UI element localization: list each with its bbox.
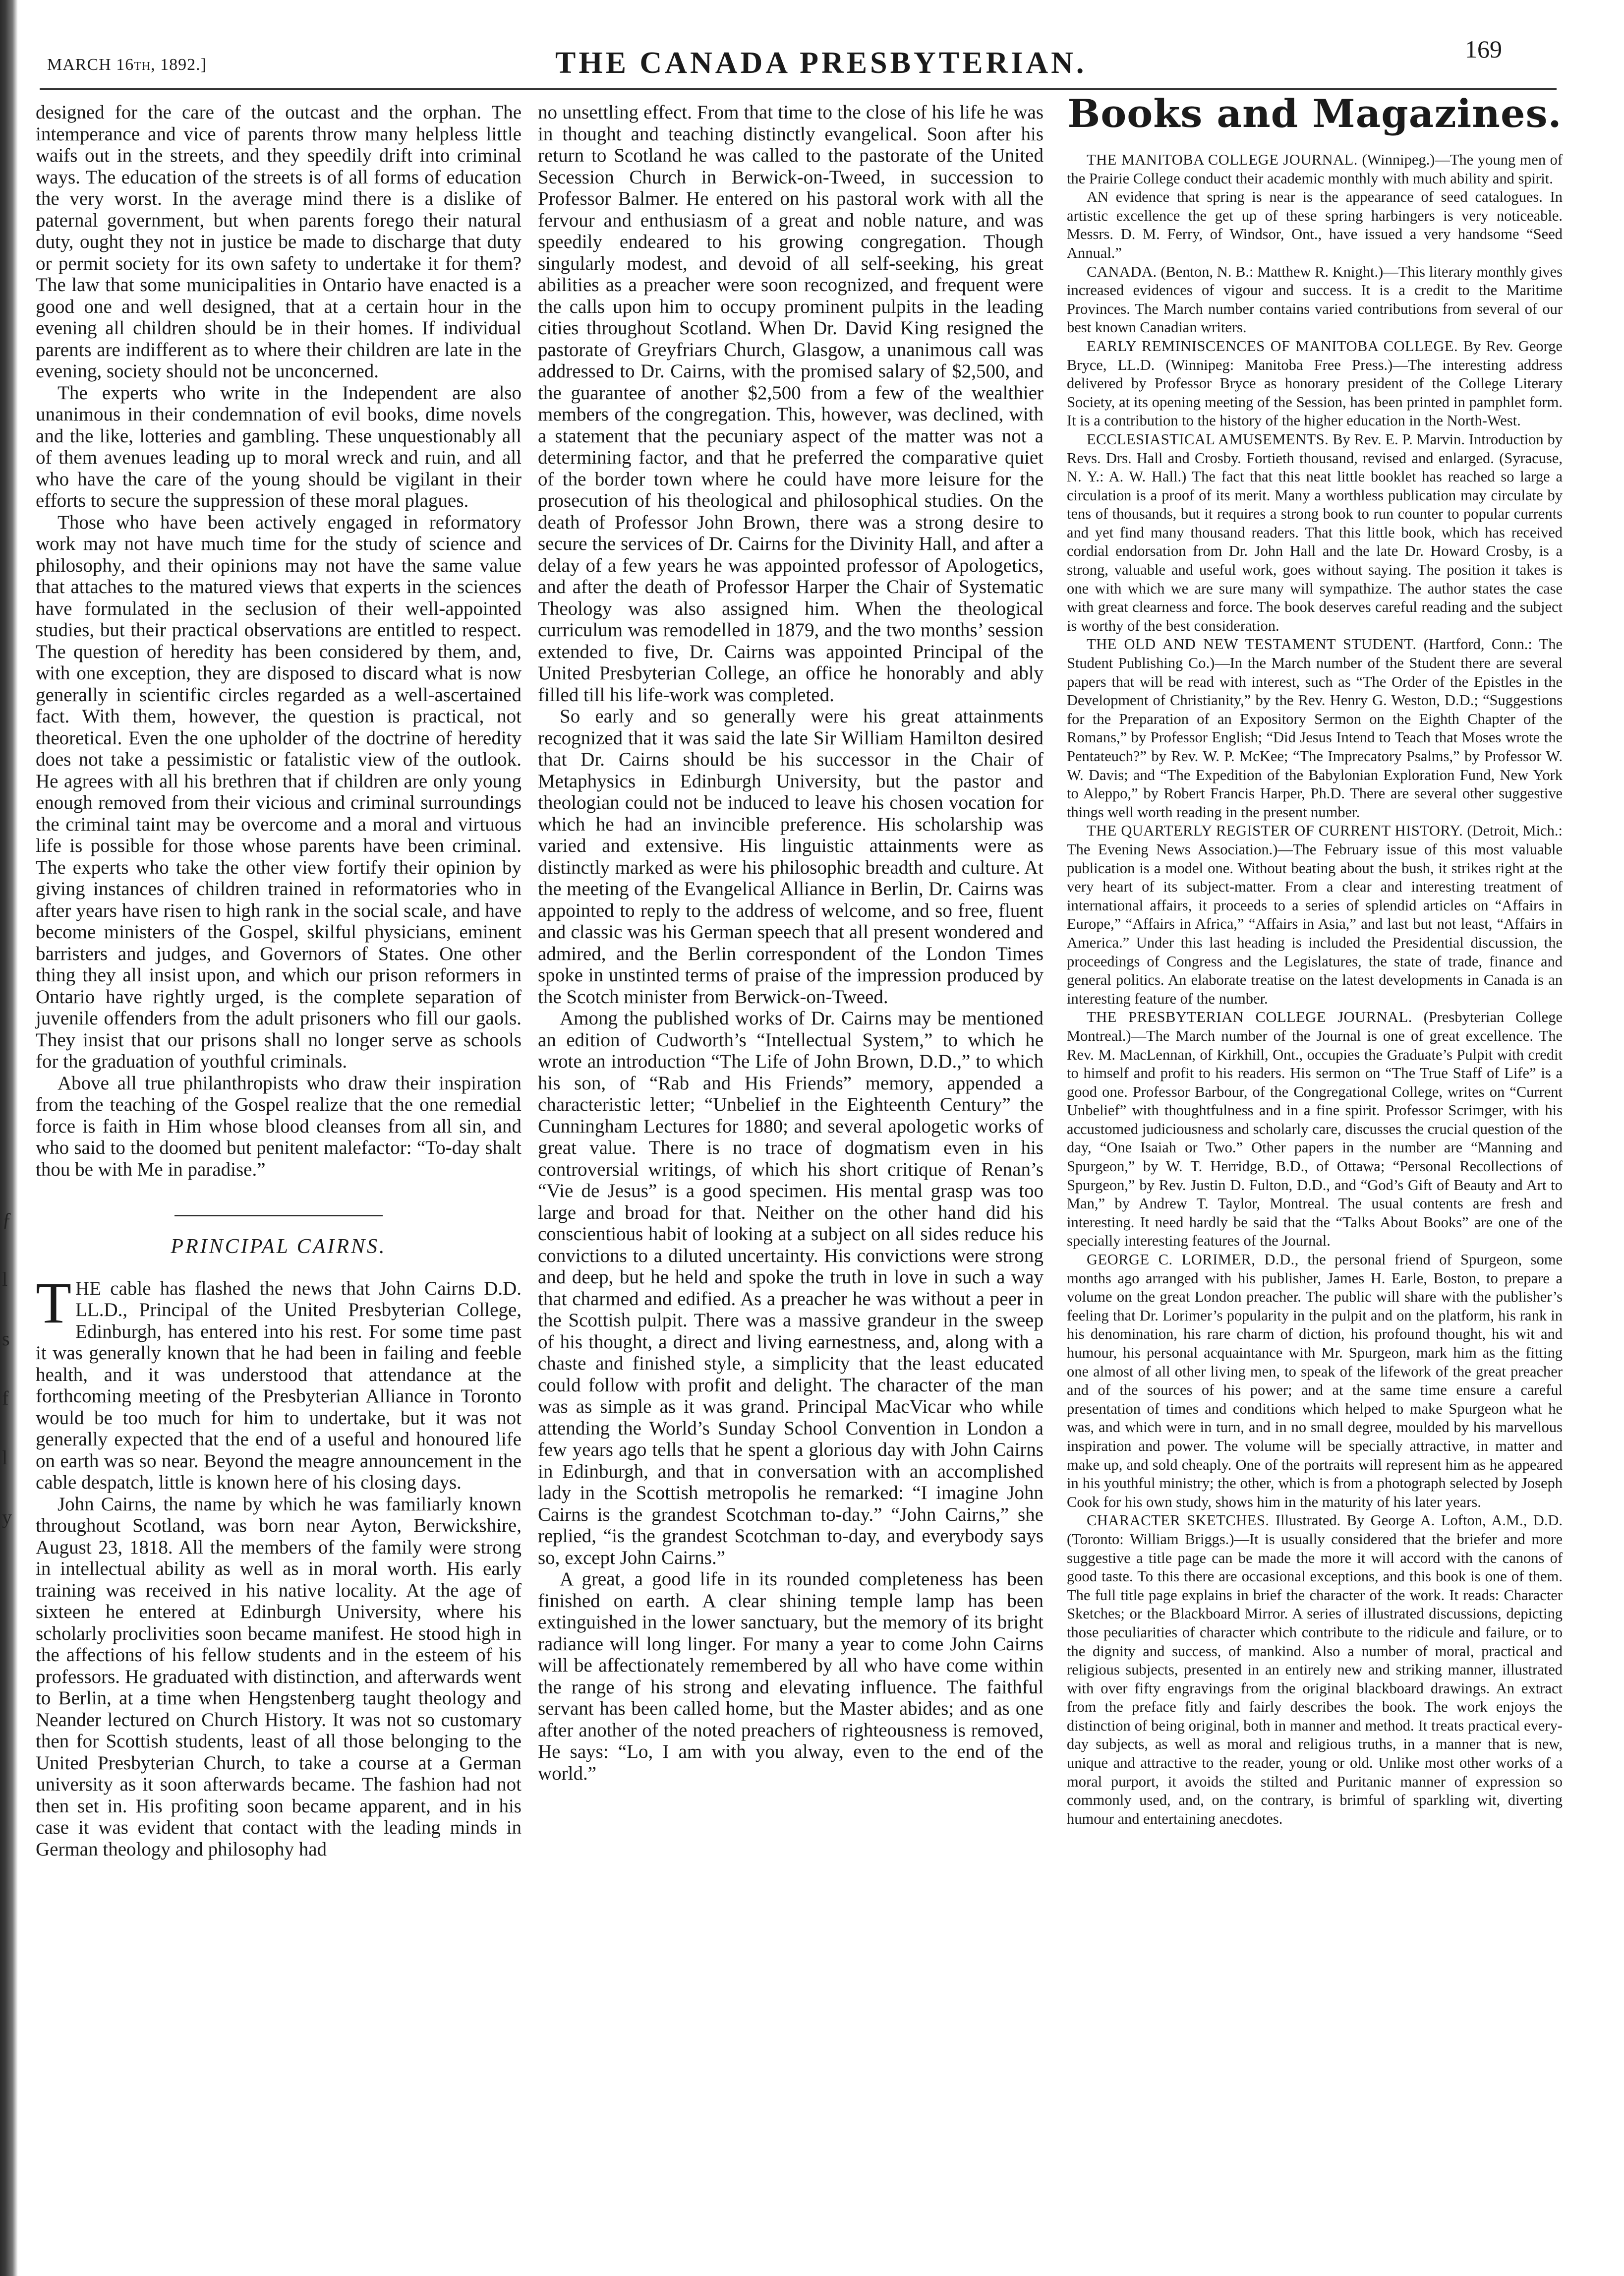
paragraph: Among the published works of Dr. Cairns may be mentioned an edition of Cudworth’s “Intellectual System,” to which he wrote an introduction “The Life of John Brown, D.D.,” to which his son, of “Rab and His Friends” memory, appended a characteristic letter; “Unbelief in the Eighteenth Century” the Cunningham Lectures for 1880; and several apologetic works of great value. There is no trace of dogmatism even in his controversial writings, of which his short critique of Renan’s “Vie de Jesus” is a good specimen. His mental grasp was too large and broad for that. Neither on the other hand did his conscientious habit of looking at a subject on all sides reduce his convictions to a diluted uncertainty. His convictions were strong and deep, but he held and spoke the truth in love in such a way that charmed and edified. As a preacher he was without a peer in the Scottish pulpit. There was a massive grandeur in the sweep of his thought, a direct and living earnestness, and, along with a chaste and finished style, a simplicity that the least educated could follow with profit and delight. The character of the man was as simple as it was grand. Principal MacVicar who while attending the World’s Sunday School Convention in London a few years ago tells that he spent a glorious day with John Cairns in Edinburgh, and that in conversation with an accomplished lady in the Scottish metropolis he remarked: “I imagine John Cairns is the grandest Scotchman to-day.” “John Cairns,” she replied, “is the grandest Scotchman to-day, and everybody says so, except John Cairns.” xyxy=(538,1008,1044,1568)
paragraph: no unsettling effect. From that time to the close of his life he was in thought and teaching distinctly evangelical. Soon after his return to Scotland he was called to the pastorate of the United Secession Church in Berwick-on-Tweed, in succession to Professor Balmer. He entered on his pastoral work with all the fervour and enthusiasm of a great and noble nature, and was speedily endeared to his growing congregation. Though singularly modest, and devoid of all self-seeking, his great abilities as a preacher were soon recognized, and frequent were the calls upon him to occupy prominent pulpits in the leading cities throughout Scotland. When Dr. David King resigned the pastorate of Greyfriars Church, Glasgow, a unanimous call was addressed to Dr. Cairns, with the promised salary of $2,500, and the guarantee of another $2,500 from a few of the wealthier members of the congregation. This, however, was declined, with a statement that the pecuniary aspect of the matter was not a determining factor, and that he preferred the comparative quiet of the border town where he could have more leisure for the prosecution of his theological and philosophical studies. On the death of Professor John Brown, there was a strong desire to secure the services of Dr. Cairns for the Divinity Hall, and after a delay of a few years he was appointed professor of Apologetics, and after the death of Professor Harper the Chair of Systematic Theology was also assigned him. When the theological curriculum was remodelled in 1879, and the two months’ session extended to five, Dr. Cairns was appointed Principal of the United Presbyterian College, an office he honorably and ably filled till his life-work was completed. xyxy=(538,102,1044,706)
review-entry xyxy=(1067,151,1563,188)
section-first-paragraph xyxy=(36,1270,522,1494)
column-1 xyxy=(36,102,522,1860)
review-entry xyxy=(1067,1008,1563,1251)
review-entry xyxy=(1067,188,1563,262)
paragraph: A great, a good life in its rounded completeness has been finished on earth. A clear shining temple lamp has been extinguished in the lower sanctuary, but the memory of its bright radiance will long linger. For many a year to come John Cairns will be affectionately remembered by all who have come within the range of his strong and elevating influence. The faithful servant has been called home, but the Master abides; and as one after another of the noted preachers of righteousness is removed, He says: “Lo, I am with you alway, even to the end of the world.” xyxy=(538,1568,1044,1784)
paragraph: John Cairns, the name by which he was familiarly known throughout Scotland, was born near Ayton, Berwickshire, August 23, 1818. All the members of the family were strong in intellectual ability as well as in moral worth. His early training was received in his native locality. At the age of sixteen he entered at Edinburgh University, where his scholarly proclivities soon became manifest. He stood high in the affections of his fellow students and in the esteem of his professors. He graduated with distinction, and afterwards went to Berlin, at a time when Hengstenberg taught theology and Neander lectured on Church History. It was not so customary then for Scottish students, least of all those belonging to the United Presbyterian Church, to take a course at a German university as it soon afterwards became. The fashion had not then set in. His profiting soon became apparent, and in his case it was evident that contact with the leading minds in German theology and philosophy had xyxy=(36,1493,522,1860)
paragraph: The experts who write in the Independent are also unanimous in their condemnation of evil books, dime novels and the like, lotteries and gambling. These unquestionably all of them avenues leading up to moral wreck and ruin, and all who have the care of the young should be vigilant in their efforts to secure the suppression of these moral plagues. xyxy=(36,382,522,511)
review-entry xyxy=(1067,1511,1563,1828)
scan-binding-edge xyxy=(0,0,18,2276)
review-text: (Winnipeg.)—The young men of the Prairie College conduct their academic monthly with much ability and spirit. xyxy=(1067,151,1563,187)
paragraph: Above all true philanthropists who draw their inspiration from the teaching of the Gospel realize that the one remedial force is faith in Him whose blood cleanses from all sin, and who said to the doomed but penitent malefactor: “To-day shalt thou be with Me in paradise.” xyxy=(36,1072,522,1180)
margin-fragments: ƒ l s f l y xyxy=(2,1208,12,1528)
review-heading: THE PRESBYTERIAN COLLEGE JOURNAL. xyxy=(1087,1009,1412,1026)
review-heading: CHARACTER SKETCHES. xyxy=(1087,1512,1270,1529)
review-heading: ECCLESIASTICAL AMUSEMENTS. xyxy=(1087,430,1329,448)
paragraph: Those who have been actively engaged in reformatory work may not have much time for the study of science and philosophy, and their opinions may not have the same value that attaches to the matured views that experts in the sciences have formulated in the seclusion of their well-appointed studies, but their practical observations are entitled to respect. The question of heredity has been considered by them, and, with one exception, they are disposed to discard what is now generally in scientific circles regarded as a well-ascertained fact. With them, however, the question is practical, not theoretical. Even the one upholder of the doctrine of heredity does not take a pessimistic or fatalistic view of the outlook. He agrees with all his brethren that if children are only young enough removed from their vicious and criminal surroundings the criminal taint may be overcome and a moral and virtuous life is possible for those whose parents have been criminal. The experts who take the other view fortify their opinion by giving instances of children trained in reformatories who in after years have risen to high rank in the social scale, and have become ministers of the Gospel, skilful physicians, eminent barristers and judges, and Governors of States. One other thing they all insist upon, and which our prison reformers in Ontario have rightly urged, is the complete separation of juvenile offenders from the adult prisoners who fill our gaols. They insist that our prisons shall no longer serve as schools for the graduation of youthful criminals. xyxy=(36,511,522,1072)
page-number: 169 xyxy=(1465,35,1502,63)
review-entry xyxy=(1067,337,1563,430)
review-entry xyxy=(1067,430,1563,636)
review-heading: CANADA. xyxy=(1087,263,1157,280)
newspaper-title: THE CANADA PRESBYTERIAN. xyxy=(555,46,1087,80)
review-text: (Hartford, Conn.: The Student Publishing Co.)—In the March number of the Student there are several papers that will be read with interest, such as “The Order of the Epistles in the Development of Christianity,” by the Rev. Henry G. Weston, D.D.; “Suggestions for the Preparation of an Expository Sermon on the Eighth Chapter of the Romans,” by Professor English; “Did Jesus Intend to Teach that Moses wrote the Pentateuch?” by Rev. W. P. McKee; “The Imprecatory Psalms,” by Professor W. W. Davis; and “The Expedition of the Babylonian Exploration Fund, New York to Aleppo,” by Robert Francis Harper, Ph.D. There are several other suggestive things well worth reading in the present number. xyxy=(1067,636,1563,821)
review-entry xyxy=(1067,822,1563,1008)
column-2 xyxy=(538,102,1044,1784)
review-entry xyxy=(1067,1251,1563,1511)
review-heading: THE QUARTERLY REGISTER OF CURRENT HISTORY. xyxy=(1087,822,1463,839)
paragraph-text: HE cable has flashed the news that John Cairns D.D. LL.D., Principal of the United Presbyterian College, Edinburgh, has entered into his rest. For some time past it was generally known that he had been in failing and feeble health, and it was understood that attendance at the forthcoming meeting of the Presbyterian Alliance in Toronto would be too much for him to undertake, but it was not generally expected that the end of a useful and honoured life on earth was so near. Beyond the meagre announcement in the cable despatch, little is known here of his closing days. xyxy=(36,1277,522,1493)
review-text: By Rev. George Bryce, LL.D. (Winnipeg: Manitoba Free Press.)—The interesting address delivered by Professor Bryce as honorary president of the College Literary Society, at its opening meeting of the Session, has been printed in pamphlet form. It is a contribution to the history of the higher education in the North-West. xyxy=(1067,337,1563,429)
section-heading: Books and Magazines. xyxy=(1067,91,1562,136)
section-title: PRINCIPAL CAIRNS. xyxy=(171,1235,387,1258)
paragraph: designed for the care of the outcast and the orphan. The intemperance and vice of parents throw many helpless little waifs out in the streets, and they speedily drift into criminal ways. The education of the streets is of all forms of education the very worst. In the average mind there is a dislike of paternal government, but when parents forego their natural duty, ought they not in justice be made to discharge that duty or permit society for its own safety to undertake it for them? The law that some municipalities in Ontario have enacted is a good one and well designed, that at a certain hour in the evening all children should be in their homes. If individual parents are indifferent as to where their children are late in the evening, society should not be unconcerned. xyxy=(36,102,522,382)
review-text: Illustrated. By George A. Lofton, A.M., D.D. (Toronto: William Briggs.)—It is usually considered that the briefer and more suggestive a title page can be made the more it will accord with the canons of good taste. To this there are occasional exceptions, and this book is one of them. The full title page explains in brief the character of the work. It reads: Character Sketches; or the Blackboard Mirror. A series of illustrated discussions, depicting those peculiarities of character which contribute to the ridicule and failure, or to the dignity and success, of mankind. Also a number of moral, practical and religious subjects, presented in an entirely new and striking manner, illustrated with over fifty engravings from the original blackboard drawings. An extract from the preface fitly and fairly describes the book. The work enjoys the distinction of being original, both in manner and method. It treats practical every-day subjects, as well as moral and religious truths, in a manner that is new, unique and attractive to the reader, young or old. Unlike most other works of a moral purport, it avoids the stilted and Puritanic manner of expression so commonly used, and, on the contrary, is brimful of sparkling wit, diverting humour and entertaining anecdotes. xyxy=(1067,1512,1563,1827)
review-heading: THE MANITOBA COLLEGE JOURNAL. xyxy=(1087,151,1358,168)
drop-cap: T xyxy=(36,1270,72,1335)
review-text: the personal friend of Spurgeon, some months ago arranged with his publisher, James H. Earle, Boston, to prepare a volume on the great London preacher. The public will share with the publisher’s feeling that Dr. Lorimer’s popularity in the pulpit and on the platform, his rank in his denomination, his rare charm of diction, his profound thought, his wit and humour, his personal acquaintance with Mr. Spurgeon, mark him as the fitting one almost of all other living men, to speak of the lifework of the great preacher and of the sources of his power; and at the same time ensure a careful presentation of times and conditions which helped to make Spurgeon what he was, and which were in turn, and in no small degree, moulded by his marvellous inspiration and power. The volume will be specially attractive, in matter and make up, and sold cheaply. One of the portraits will represent him as he appeared in his youthful ministry; the other, which is from a photograph selected by Joseph Cook for his own study, shows him in the maturity of his later years. xyxy=(1067,1251,1563,1510)
review-text: AN evidence that spring is near is the appearance of seed catalogues. In artistic excellence the get up of these spring harbingers is very noticeable. Messrs. D. M. Ferry, of Windsor, Ont., have issued a very handsome “Seed Annual.” xyxy=(1067,188,1563,261)
header-rule xyxy=(40,88,1557,90)
review-entry xyxy=(1067,263,1563,337)
review-text: By Rev. E. P. Marvin. Introduction by Revs. Drs. Hall and Crosby. Fortieth thousand, revised and enlarged. (Syracuse, N. Y.: A. W. Hall.) The fact that this neat little booklet has reached so large a circulation is a proof of its merit. Many a worthless publication may circulate by tens of thousands, but it requires a strong book to run counter to popular currents and yet find many thousand readers. That this little book, which has received cordial endorsation from Dr. John Hall and the late Dr. Howard Crosby, is a strong, valuable and useful work, goes without saying. The position it takes is one with which we are sure many will sympathize. The author states the case with great clearness and force. The book deserves careful reading and the subject is worthy of the best consideration. xyxy=(1067,430,1563,634)
paragraph: So early and so generally were his great attainments recognized that it was said the late Sir William Hamilton desired that Dr. Cairns should be his successor in the Chair of Metaphysics in Edinburgh University, but the pastor and theologian could not be induced to leave his chosen vocation for which he had an invincible preference. His scholarship was varied and extensive. His linguistic attainments were as distinctly marked as were his philosophic breadth and culture. At the meeting of the Evangelical Alliance in Berlin, Dr. Cairns was appointed to reply to the address of welcome, and so free, fluent and classic was his German speech that all present wondered and admired, and the Berlin correspondent of the London Times spoke in unstinted terms of praise of the impression produced by the Scotch minister from Berwick-on-Tweed. xyxy=(538,706,1044,1008)
review-heading: GEORGE C. LORIMER, D.D., xyxy=(1087,1251,1299,1268)
review-text: (Presbyterian College Montreal.)—The March number of the Journal is one of great excellence. The Rev. M. MacLennan, of Kirkhill, Ont., occupies the Graduate’s Pulpit with credit to himself and profit to his readers. His sermon on “The True Staff of Life” is a good one. Professor Barbour, of the Congregational College, writes on “Current Unbelief” with thoughtfulness and in a fine spirit. Professor Scrimger, with his accustomed judiciousness and scholarly care, discusses the crucial question of the day, “One Isaiah or Two.” Other papers in the number are “Manning and Spurgeon,” by W. T. Herridge, B.D., of Ottawa; “Personal Recollections of Spurgeon,” by Rev. Justin D. Fulton, D.D., and “God’s Gift of Beauty and Art to Man,” by Andrew T. Taylor, Montreal. The usual contents are fresh and interesting. It need hardly be said that the “Talks About Books” are one of the specially interesting features of the Journal. xyxy=(1067,1009,1563,1250)
column-3-books-and-magazines xyxy=(1067,91,1563,1828)
review-text: (Benton, N. B.: Matthew R. Knight.)—This literary monthly gives increased evidences of vigour and success. It is a credit to the Maritime Provinces. The March number contains varied contributions from several of our best known Canadian writers. xyxy=(1067,263,1563,336)
review-entry xyxy=(1067,635,1563,822)
issue-date: MARCH 16th, 1892.] xyxy=(47,56,207,74)
review-heading: EARLY REMINISCENCES OF MANITOBA COLLEGE. xyxy=(1087,337,1458,355)
review-heading: THE OLD AND NEW TESTAMENT STUDENT. xyxy=(1087,636,1417,653)
review-text: (Detroit, Mich.: The Evening News Association.)—The February issue of this most valuable publication is a model one. Without beating about the bush, it strikes right at the very heart of its subject-matter. From a clear and interesting treatment of international affairs, it proceeds to a series of splendid articles on “Affairs in Europe,” “Affairs in Africa,” “Affairs in Asia,” and last but not least, “Affairs in America.” Under this last heading is included the Presidential discussion, the proceedings of Congress and the Legislatures, the state of trade, finance and general politics. An elaborate treatise on the latest developments in Canada is an interesting feature of the number. xyxy=(1067,822,1563,1007)
section-divider xyxy=(174,1215,383,1216)
